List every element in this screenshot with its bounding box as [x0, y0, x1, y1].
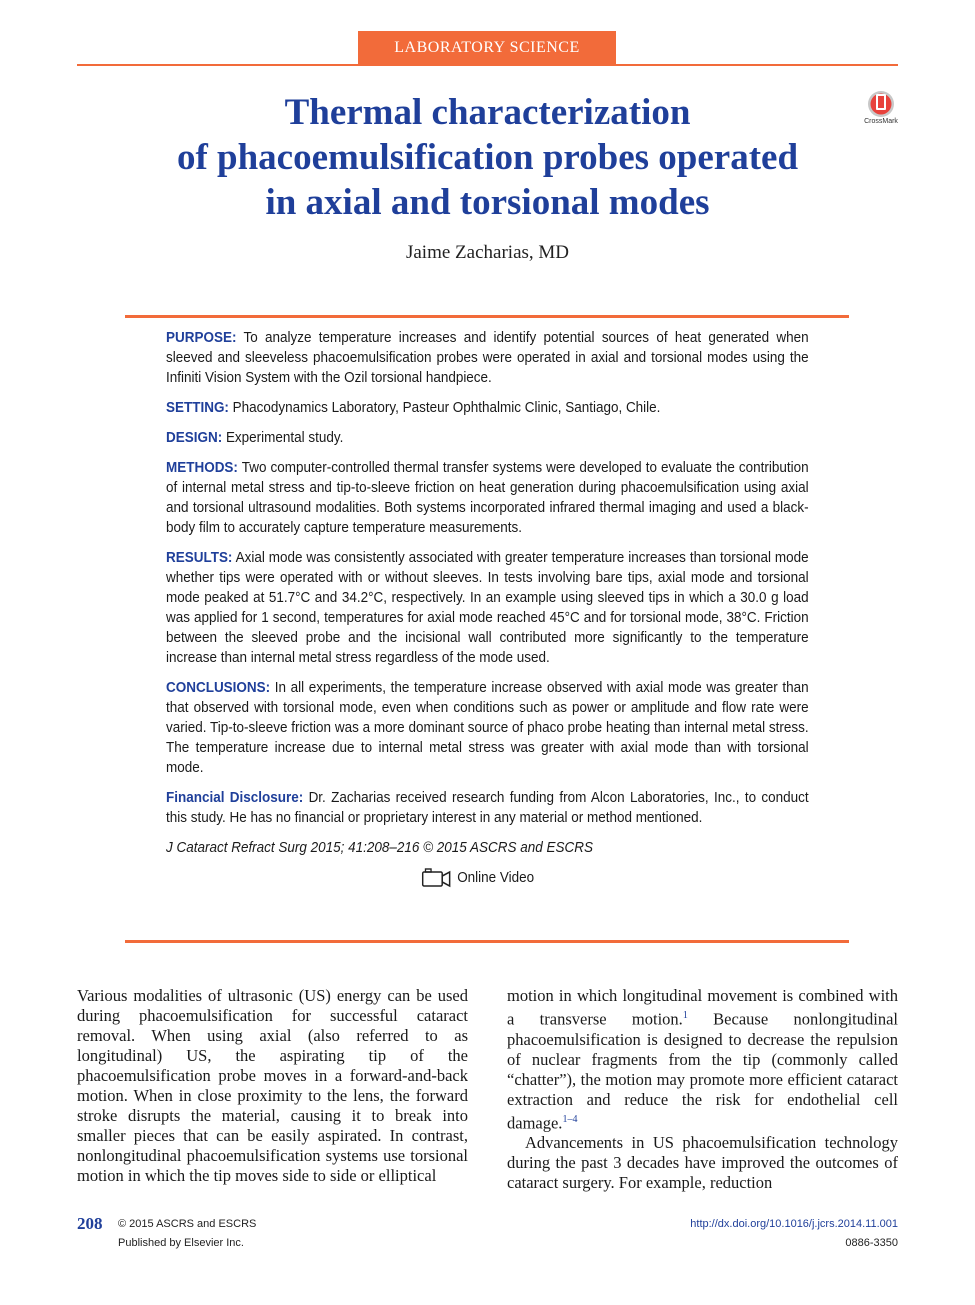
title-line-1: Thermal characterization: [284, 92, 691, 133]
col2-text-a: motion in which longitudinal movement is combined with a transverse motion.: [507, 986, 898, 1029]
abstract-methods: [166, 458, 809, 538]
reference-1-4[interactable]: 1–4: [562, 1113, 578, 1125]
abstract-conclusions: [166, 678, 809, 778]
purpose-label: PURPOSE:: [166, 330, 237, 346]
disclosure-label: Financial Disclosure:: [166, 790, 304, 806]
design-text: Experimental study.: [222, 430, 344, 446]
intro-paragraph-1-cont: [507, 986, 898, 1133]
abstract-disclosure: [166, 788, 809, 828]
conclusions-label: CONCLUSIONS:: [166, 680, 271, 696]
header-rule: [77, 64, 898, 66]
disclosure-text: Dr. Zacharias received research funding from Alcon Laboratories, Inc., to conduct this study. He has no financial or proprietary interest in any material or method mentioned.: [166, 790, 809, 826]
journal-citation: J Cataract Refract Surg 2015; 41:208–216 © 2015 ASCRS and ESCRS: [166, 840, 593, 856]
video-camera-icon: [422, 868, 452, 888]
abstract-top-rule: [125, 315, 849, 318]
abstract-design: [166, 428, 809, 448]
intro-paragraph-2: Advancements in US phacoemulsification technology during the past 3 decades have improved the outcomes of cataract surgery. For example, reduction: [507, 1133, 898, 1192]
results-text: Axial mode was consistently associated with greater temperature increases than torsional mode whether tips were operated with or without sleeves. In tests involving bare tips, axial mode and torsional mode peaked at 51.7°C and 34.2°C, respectively. In an example using sleeved tips in which a 30.0 g load was applied for 1 second, temperatures for axial mode reached 45°C and for torsional mode, 38°C. Friction between the sleeved probe and the incisional wall contributed more significantly to the temperature increase than internal metal stress regardless of the mode used.: [166, 550, 809, 666]
online-video-label: Online Video: [457, 870, 535, 886]
methods-label: METHODS:: [166, 460, 238, 476]
footer-copyright: © 2015 ASCRS and ESCRS: [118, 1218, 257, 1230]
methods-text: Two computer-controlled thermal transfer systems were developed to evaluate the contribution of internal metal stress and tip-to-sleeve friction on heat generation during phacoemulsification using axial and torsional ultrasound modalities. Both systems incorporated infrared thermal imaging and used a black-body film to accurately capture temperature measurements.: [166, 460, 809, 536]
setting-label: SETTING:: [166, 400, 229, 416]
abstract-setting: [166, 398, 809, 418]
footer-publisher: Published by Elsevier Inc.: [118, 1237, 244, 1249]
article-title: [100, 90, 875, 225]
online-video-link[interactable]: [147, 868, 808, 888]
abstract-results: [166, 548, 809, 668]
title-line-2: of phacoemulsification probes operated: [176, 137, 799, 178]
body-column-left: [77, 986, 468, 1186]
setting-text: Phacodynamics Laboratory, Pasteur Ophthalmic Clinic, Santiago, Chile.: [228, 400, 661, 416]
crossmark-label: CrossMark: [864, 118, 898, 125]
conclusions-text: In all experiments, the temperature increase observed with axial mode was greater than that observed with torsional mode, even when conditions such as power or amplitude and flow rate were varied. Tip-to-sleeve friction was a more dominant source of phaco probe heating than internal metal stress. The temperature increase due to internal metal stress was greater with axial mode than with torsional mode.: [166, 680, 809, 776]
abstract-bottom-rule: [125, 940, 849, 943]
author-name: Jaime Zacharias, MD: [405, 242, 570, 263]
results-label: RESULTS:: [166, 550, 233, 566]
doi-link[interactable]: http://dx.doi.org/10.1016/j.jcrs.2014.11.001: [690, 1218, 898, 1230]
col2-text-b: Because nonlongitudinal phacoemulsification is designed to decrease the repulsion of nuclear fragments from the tip (commonly called “chatter”), the motion may promote more efficient cataract extraction and reduce the risk for endothelial cell damage.: [507, 1009, 898, 1132]
purpose-text: To analyze temperature increases and identify potential sources of heat generated when sleeved and sleeveless phacoemulsification probes were operated in axial and torsional modes using the Infiniti Vision System with the Ozil torsional handpiece.: [166, 330, 809, 386]
abstract-purpose: [166, 328, 809, 388]
page-number: 208: [77, 1214, 103, 1233]
abstract: [166, 328, 809, 888]
reference-1[interactable]: 1: [682, 1010, 688, 1021]
issn: 0886-3350: [845, 1237, 898, 1249]
body-column-right: [507, 986, 898, 1193]
title-line-3: in axial and torsional modes: [265, 182, 710, 223]
intro-paragraph-1: Various modalities of ultrasonic (US) energy can be used during phacoemulsification for successful cataract removal. When using axial (also referred to as longitudinal) US, the aspirating tip of the phacoemulsification probe moves in a forward-and-back motion. When in close proximity to the lens, the forward stroke disrupts the material, causing it to break into smaller pieces that can be easily aspirated. In contrast, nonlongitudinal phacoemulsification systems use torsional motion in which the tip moves side to side or elliptical: [77, 986, 468, 1185]
design-label: DESIGN:: [166, 430, 223, 446]
section-label: LABORATORY SCIENCE: [358, 31, 616, 65]
